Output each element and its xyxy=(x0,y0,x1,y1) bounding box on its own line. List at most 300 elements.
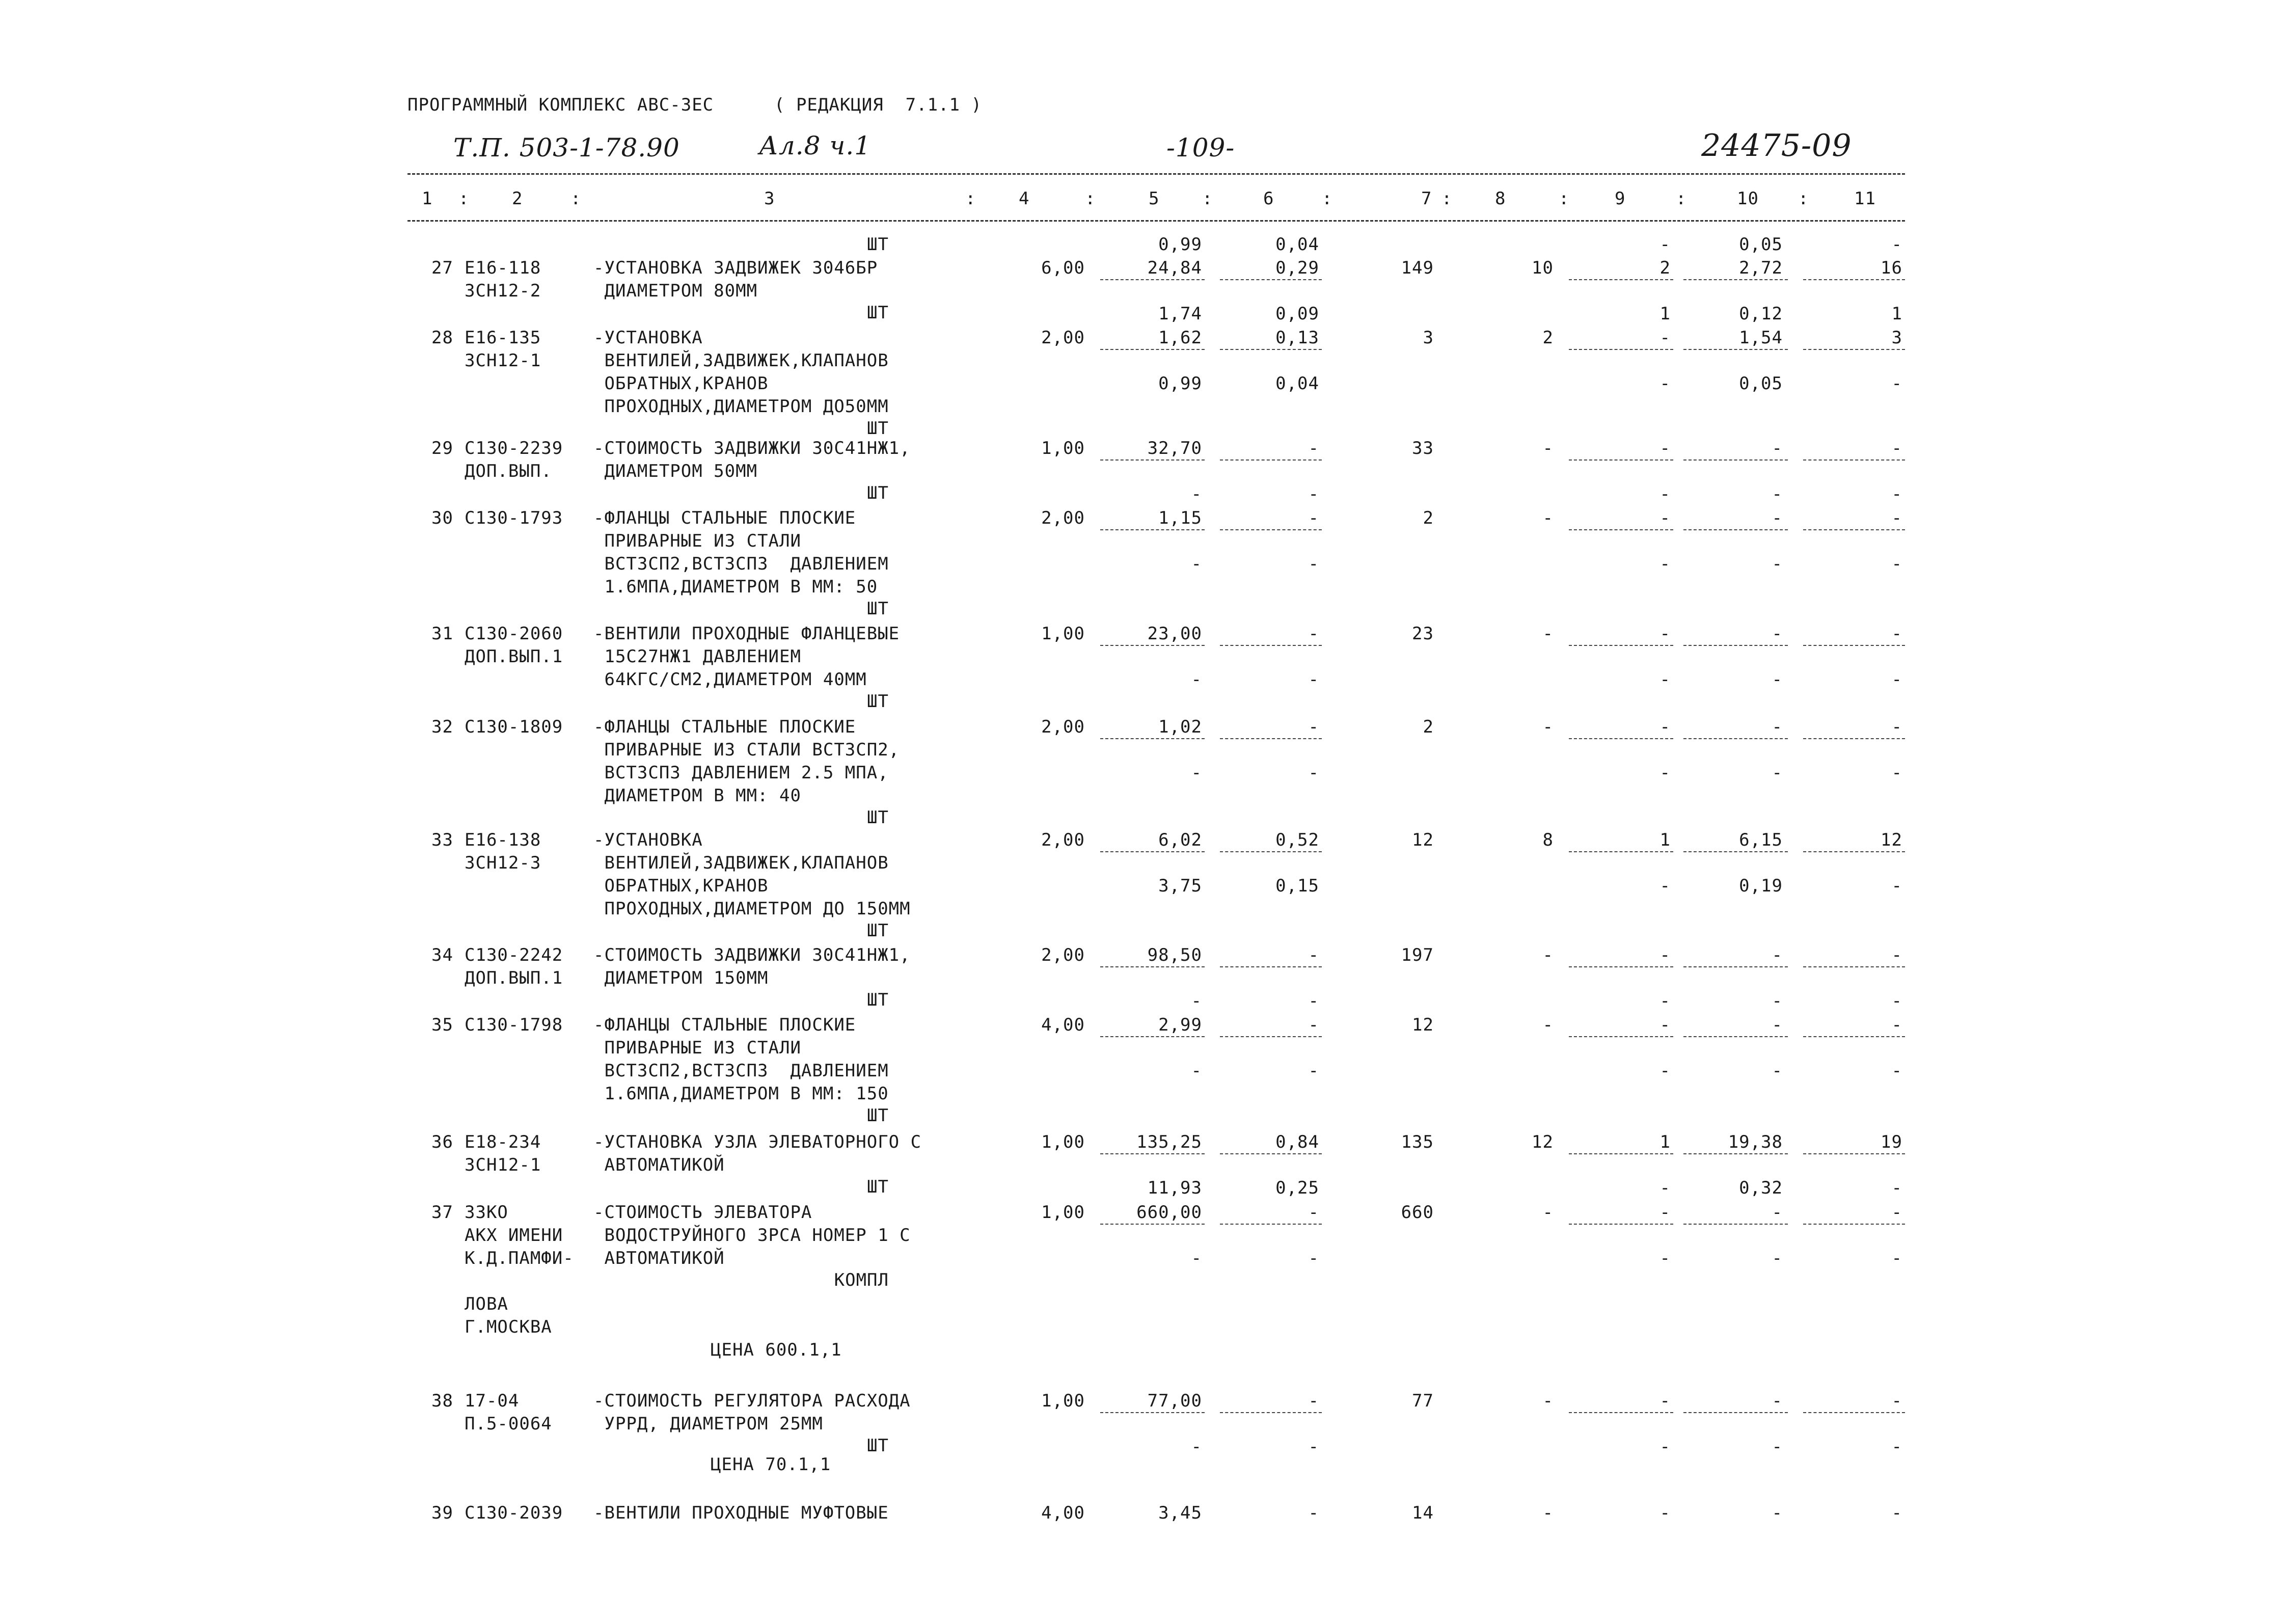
cell-c10-materials: - xyxy=(1772,554,1783,574)
cell-c10: 6,15 xyxy=(1739,830,1783,850)
work-description: -УСТАНОВКА xyxy=(593,328,703,348)
cell-c11: - xyxy=(1891,717,1902,737)
cell-c11-materials: 1 xyxy=(1891,304,1902,324)
cell-c6-materials: 0,09 xyxy=(1275,304,1319,324)
resource-code: Г.МОСКВА xyxy=(465,1317,552,1337)
row-number: 36 xyxy=(431,1132,453,1152)
cell-c11-materials: - xyxy=(1891,876,1902,896)
unit-label: ШТ xyxy=(867,599,889,619)
sub-separator xyxy=(1569,529,1673,530)
cell-c11-materials: - xyxy=(1891,554,1902,574)
cell-c6: 0,52 xyxy=(1275,830,1319,850)
cell-c4: 1,00 xyxy=(1041,624,1085,644)
project-number: Т.П. 503-1-78.90 xyxy=(453,133,680,163)
cell-c9-materials: 1 xyxy=(1659,304,1671,324)
cell-c11-materials: - xyxy=(1891,1437,1902,1457)
cell-c9-materials: - xyxy=(1659,763,1671,783)
unit-label: ШТ xyxy=(867,1436,889,1456)
sub-separator xyxy=(1100,459,1205,461)
row-number: 34 xyxy=(431,945,453,965)
sub-separator xyxy=(1683,645,1788,646)
cell-c9: - xyxy=(1659,945,1671,965)
cell-c8: 8 xyxy=(1542,830,1554,850)
sub-separator xyxy=(1683,459,1788,461)
work-description: ДИАМЕТРОМ В ММ: 40 xyxy=(593,786,801,806)
unit-label: ШТ xyxy=(867,1177,889,1197)
work-description: ПРИВАРНЫЕ ИЗ СТАЛИ ВСТ3СП2, xyxy=(593,740,900,760)
cell-c6-materials: 0,25 xyxy=(1275,1178,1319,1198)
cell-c4: 6,00 xyxy=(1041,258,1085,278)
cell-c4: 1,00 xyxy=(1041,438,1085,458)
unit-label: ШТ xyxy=(867,234,889,255)
sub-separator xyxy=(1100,529,1205,530)
cell-c10: 19,38 xyxy=(1728,1132,1783,1152)
sub-separator xyxy=(1100,349,1205,350)
cell-c10: - xyxy=(1772,624,1783,644)
cell-c10: - xyxy=(1772,438,1783,458)
sub-separator xyxy=(1100,645,1205,646)
sub-separator xyxy=(1683,1153,1788,1154)
work-description: ПРИВАРНЫЕ ИЗ СТАЛИ xyxy=(593,1038,801,1058)
sub-separator xyxy=(1100,851,1205,852)
sub-separator xyxy=(1683,851,1788,852)
cell-c9-materials: - xyxy=(1659,1437,1671,1457)
cell-c10-materials: - xyxy=(1772,1437,1783,1457)
work-description: -ФЛАНЦЫ СТАЛЬНЫЕ ПЛОСКИЕ xyxy=(593,1015,856,1035)
cell-c7: 77 xyxy=(1412,1391,1434,1411)
unit-label: ШТ xyxy=(867,990,889,1010)
cell-c5-materials: 0,99 xyxy=(1158,234,1202,255)
sub-separator xyxy=(1683,349,1788,350)
cell-c5-materials: - xyxy=(1191,991,1202,1011)
cell-c9: 1 xyxy=(1659,830,1671,850)
work-description: -ВЕНТИЛИ ПРОХОДНЫЕ ФЛАНЦЕВЫЕ xyxy=(593,624,900,644)
resource-code: ДОП.ВЫП.1 xyxy=(465,968,563,988)
cell-c6-materials: - xyxy=(1308,763,1319,783)
resource-code: Е18-234 xyxy=(465,1132,541,1152)
cell-c11: - xyxy=(1891,1202,1902,1223)
cell-c7: 14 xyxy=(1412,1503,1434,1523)
unit-label: ШТ xyxy=(867,807,889,828)
cell-c6: - xyxy=(1308,508,1319,528)
work-description: ОБРАТНЫХ,КРАНОВ xyxy=(593,876,769,896)
work-description: ПРОХОДНЫХ,ДИАМЕТРОМ ДО50ММ xyxy=(593,396,889,417)
cell-c5: 1,02 xyxy=(1158,717,1202,737)
cell-c4: 2,00 xyxy=(1041,717,1085,737)
row-number: 29 xyxy=(431,438,453,458)
row-number: 37 xyxy=(431,1202,453,1223)
cell-c10-materials: 0,12 xyxy=(1739,304,1783,324)
cell-c5: 6,02 xyxy=(1158,830,1202,850)
row-number: 39 xyxy=(431,1503,453,1523)
header-separator-top xyxy=(407,173,1905,175)
cell-c6: 0,29 xyxy=(1275,258,1319,278)
cell-c7: 149 xyxy=(1401,258,1434,278)
column-header-15: 8 xyxy=(1495,188,1506,209)
cell-c9: - xyxy=(1659,717,1671,737)
sub-separator xyxy=(1683,1412,1788,1413)
cell-c8: - xyxy=(1542,1015,1554,1035)
cell-c8: 2 xyxy=(1542,328,1554,348)
sub-separator xyxy=(1803,279,1905,280)
resource-code: АКХ ИМЕНИ xyxy=(465,1225,563,1246)
cell-c10-materials: - xyxy=(1772,1061,1783,1081)
cell-c9: 1 xyxy=(1659,1132,1671,1152)
cell-c8: - xyxy=(1542,508,1554,528)
sub-separator xyxy=(1803,1036,1905,1037)
cell-c9: - xyxy=(1659,508,1671,528)
cell-c9: - xyxy=(1659,438,1671,458)
sub-separator xyxy=(1220,1153,1322,1154)
sub-separator xyxy=(1569,459,1673,461)
sub-separator xyxy=(1220,1412,1322,1413)
cell-c8: - xyxy=(1542,945,1554,965)
work-description: -ФЛАНЦЫ СТАЛЬНЫЕ ПЛОСКИЕ xyxy=(593,508,856,528)
cell-c6: 0,84 xyxy=(1275,1132,1319,1152)
resource-code: ЗСН12-1 xyxy=(465,350,541,371)
cell-c9: 2 xyxy=(1659,258,1671,278)
work-description: ВСТ3СП2,ВСТ3СП3 ДАВЛЕНИЕМ xyxy=(593,1061,889,1081)
work-description: -СТОИМОСТЬ ЭЛЕВАТОРА xyxy=(593,1202,812,1223)
cell-c6: - xyxy=(1308,717,1319,737)
unit-label: ШТ xyxy=(867,1105,889,1126)
cell-c11: - xyxy=(1891,438,1902,458)
sub-separator xyxy=(1803,1412,1905,1413)
cell-c7: 660 xyxy=(1401,1202,1434,1223)
row-number: 32 xyxy=(431,717,453,737)
cell-c6-materials: - xyxy=(1308,991,1319,1011)
cell-c6: 0,13 xyxy=(1275,328,1319,348)
price-reference: ЦЕНА 600.1,1 xyxy=(711,1340,842,1360)
resource-code: С130-2039 xyxy=(465,1503,563,1523)
cell-c4: 4,00 xyxy=(1041,1015,1085,1035)
work-description: 1.6МПА,ДИАМЕТРОМ В ММ: 50 xyxy=(593,577,878,597)
resource-code: Е16-138 xyxy=(465,830,541,850)
work-description: -СТОИМОСТЬ РЕГУЛЯТОРА РАСХОДА xyxy=(593,1391,911,1411)
sub-separator xyxy=(1220,529,1322,530)
sub-separator xyxy=(1569,1036,1673,1037)
cell-c11: - xyxy=(1891,1391,1902,1411)
sub-separator xyxy=(1569,279,1673,280)
cell-c9: - xyxy=(1659,1015,1671,1035)
cell-c7: 12 xyxy=(1412,1015,1434,1035)
album-label: Ал.8 ч.1 xyxy=(759,131,872,160)
unit-label: ШТ xyxy=(867,418,889,439)
column-header-18: : xyxy=(1676,188,1687,209)
cell-c5-materials: 1,74 xyxy=(1158,304,1202,324)
cell-c11: 16 xyxy=(1881,258,1902,278)
document-number: 24475-09 xyxy=(1701,128,1852,164)
work-description: ВЕНТИЛЕЙ,ЗАДВИЖЕК,КЛАПАНОВ xyxy=(593,853,889,873)
cell-c5: 1,62 xyxy=(1158,328,1202,348)
cell-c8: - xyxy=(1542,1503,1554,1523)
cell-c7: 33 xyxy=(1412,438,1434,458)
resource-code: ЗСН12-1 xyxy=(465,1155,541,1175)
cell-c11: 19 xyxy=(1881,1132,1902,1152)
work-description: ПРИВАРНЫЕ ИЗ СТАЛИ xyxy=(593,531,801,551)
cell-c10: - xyxy=(1772,717,1783,737)
column-header-1: 1 xyxy=(422,188,433,209)
sub-separator xyxy=(1220,1036,1322,1037)
work-description: ВСТ3СП3 ДАВЛЕНИЕМ 2.5 МПА, xyxy=(593,763,889,783)
sub-separator xyxy=(1683,738,1788,739)
cell-c6-materials: - xyxy=(1308,1248,1319,1268)
cell-c4: 4,00 xyxy=(1041,1503,1085,1523)
cell-c7: 3 xyxy=(1423,328,1434,348)
resource-code: С130-1798 xyxy=(465,1015,563,1035)
cell-c6-materials: - xyxy=(1308,554,1319,574)
sub-separator xyxy=(1803,529,1905,530)
column-header-14: : xyxy=(1441,188,1453,209)
sub-separator xyxy=(1803,1224,1905,1225)
work-description: -УСТАНОВКА xyxy=(593,830,703,850)
header-separator-bottom xyxy=(407,220,1905,222)
sub-separator xyxy=(1803,1153,1905,1154)
sub-separator xyxy=(1803,966,1905,967)
work-description: ВЕНТИЛЕЙ,ЗАДВИЖЕК,КЛАПАНОВ xyxy=(593,350,889,371)
sub-separator xyxy=(1683,1224,1788,1225)
unit-label: ШТ xyxy=(867,691,889,712)
work-description: АВТОМАТИКОЙ xyxy=(593,1155,725,1175)
sub-separator xyxy=(1803,738,1905,739)
edition-label: ( РЕДАКЦИЯ 7.1.1 ) xyxy=(774,95,982,115)
resource-code: 17-04 xyxy=(465,1391,520,1411)
resource-code: С130-1809 xyxy=(465,717,563,737)
sub-separator xyxy=(1803,349,1905,350)
cell-c11-materials: - xyxy=(1891,763,1902,783)
cell-c10-materials: 0,05 xyxy=(1739,234,1783,255)
cell-c11: - xyxy=(1891,624,1902,644)
cell-c10-materials: 0,32 xyxy=(1739,1178,1783,1198)
resource-code: С130-2239 xyxy=(465,438,563,458)
sub-separator xyxy=(1220,349,1322,350)
cell-c7: 2 xyxy=(1423,508,1434,528)
cell-c11-materials: - xyxy=(1891,484,1902,504)
cell-c5: 3,45 xyxy=(1158,1503,1202,1523)
cell-c11-materials: - xyxy=(1891,1178,1902,1198)
sub-separator xyxy=(1569,349,1673,350)
work-description: -СТОИМОСТЬ ЗАДВИЖКИ 30С41НЖ1, xyxy=(593,945,911,965)
cell-c10-materials: - xyxy=(1772,991,1783,1011)
work-description: -ФЛАНЦЫ СТАЛЬНЫЕ ПЛОСКИЕ xyxy=(593,717,856,737)
sub-separator xyxy=(1569,1153,1673,1154)
cell-c9: - xyxy=(1659,624,1671,644)
work-description: АВТОМАТИКОЙ xyxy=(593,1248,725,1268)
cell-c5: 24,84 xyxy=(1147,258,1202,278)
row-number: 33 xyxy=(431,830,453,850)
resource-code: С130-1793 xyxy=(465,508,563,528)
work-description: -ВЕНТИЛИ ПРОХОДНЫЕ МУФТОВЫЕ xyxy=(593,1503,889,1523)
sub-separator xyxy=(1683,529,1788,530)
resource-code: С130-2242 xyxy=(465,945,563,965)
column-header-17: 9 xyxy=(1615,188,1626,209)
cell-c8: - xyxy=(1542,717,1554,737)
cell-c11-materials: - xyxy=(1891,234,1902,255)
sub-separator xyxy=(1569,738,1673,739)
cell-c4: 2,00 xyxy=(1041,830,1085,850)
row-number: 35 xyxy=(431,1015,453,1035)
cell-c6-materials: 0,15 xyxy=(1275,876,1319,896)
cell-c8: - xyxy=(1542,1202,1554,1223)
cell-c6: - xyxy=(1308,438,1319,458)
cell-c4: 1,00 xyxy=(1041,1202,1085,1223)
cell-c10-materials: - xyxy=(1772,1248,1783,1268)
column-header-5: 3 xyxy=(764,188,775,209)
cell-c4: 1,00 xyxy=(1041,1132,1085,1152)
work-description: 64КГС/СМ2,ДИАМЕТРОМ 40ММ xyxy=(593,669,867,690)
cell-c10: - xyxy=(1772,508,1783,528)
cell-c10: - xyxy=(1772,1015,1783,1035)
cell-c6-materials: - xyxy=(1308,484,1319,504)
cell-c10-materials: - xyxy=(1772,669,1783,690)
cell-c8: - xyxy=(1542,624,1554,644)
cell-c6-materials: 0,04 xyxy=(1275,373,1319,394)
cell-c11-materials: - xyxy=(1891,373,1902,394)
sub-separator xyxy=(1100,1036,1205,1037)
sub-separator xyxy=(1803,851,1905,852)
program-title: ПРОГРАММНЫЙ КОМПЛЕКС АВС-ЗЕС xyxy=(407,95,714,115)
row-number: 38 xyxy=(431,1391,453,1411)
cell-c5: 1,15 xyxy=(1158,508,1202,528)
work-description: ВСТ3СП2,ВСТ3СП3 ДАВЛЕНИЕМ xyxy=(593,554,889,574)
cell-c8: - xyxy=(1542,438,1554,458)
cell-c11: 12 xyxy=(1881,830,1902,850)
cell-c10-materials: 0,05 xyxy=(1739,373,1783,394)
sub-separator xyxy=(1220,1224,1322,1225)
sub-separator xyxy=(1683,279,1788,280)
row-number: 28 xyxy=(431,328,453,348)
cell-c10: 1,54 xyxy=(1739,328,1783,348)
column-header-16: : xyxy=(1559,188,1570,209)
cell-c5: 98,50 xyxy=(1147,945,1202,965)
column-header-10: : xyxy=(1202,188,1213,209)
work-description: -УСТАНОВКА ЗАДВИЖЕК 3046БР xyxy=(593,258,878,278)
cell-c9-materials: - xyxy=(1659,1061,1671,1081)
column-header-9: 5 xyxy=(1149,188,1160,209)
cell-c7: 23 xyxy=(1412,624,1434,644)
cell-c6-materials: - xyxy=(1308,669,1319,690)
cell-c9-materials: - xyxy=(1659,373,1671,394)
cell-c9-materials: - xyxy=(1659,1248,1671,1268)
sub-separator xyxy=(1683,1036,1788,1037)
work-description: УРРД, ДИАМЕТРОМ 25ММ xyxy=(593,1414,823,1434)
column-header-12: : xyxy=(1322,188,1333,209)
sub-separator xyxy=(1569,1224,1673,1225)
cell-c5-materials: 0,99 xyxy=(1158,373,1202,394)
sub-separator xyxy=(1803,645,1905,646)
row-number: 30 xyxy=(431,508,453,528)
cell-c9: - xyxy=(1659,1503,1671,1523)
resource-code: К.Д.ПАМФИ- xyxy=(465,1248,574,1268)
price-reference: ЦЕНА 70.1,1 xyxy=(711,1454,831,1475)
row-number: 27 xyxy=(431,258,453,278)
cell-c5-materials: - xyxy=(1191,1437,1202,1457)
sub-separator xyxy=(1220,645,1322,646)
resource-code: ЗСН12-3 xyxy=(465,853,541,873)
cell-c9-materials: - xyxy=(1659,1178,1671,1198)
work-description: -СТОИМОСТЬ ЗАДВИЖКИ 30С41НЖ1, xyxy=(593,438,911,458)
sub-separator xyxy=(1569,851,1673,852)
cell-c7: 12 xyxy=(1412,830,1434,850)
cell-c7: 2 xyxy=(1423,717,1434,737)
cell-c9-materials: - xyxy=(1659,484,1671,504)
work-description: 1.6МПА,ДИАМЕТРОМ В ММ: 150 xyxy=(593,1084,889,1104)
cell-c9: - xyxy=(1659,328,1671,348)
cell-c8: 10 xyxy=(1532,258,1554,278)
cell-c5: 23,00 xyxy=(1147,624,1202,644)
sub-separator xyxy=(1569,966,1673,967)
column-header-11: 6 xyxy=(1263,188,1274,209)
unit-label: ШТ xyxy=(867,303,889,323)
cell-c8: 12 xyxy=(1532,1132,1554,1152)
sub-separator xyxy=(1569,1412,1673,1413)
cell-c4: 2,00 xyxy=(1041,945,1085,965)
sub-separator xyxy=(1803,459,1905,461)
sub-separator xyxy=(1100,966,1205,967)
resource-code: ЗСН12-2 xyxy=(465,281,541,301)
cell-c9-materials: - xyxy=(1659,876,1671,896)
sub-separator xyxy=(1100,1412,1205,1413)
cell-c10: - xyxy=(1772,1202,1783,1223)
column-header-13: 7 xyxy=(1421,188,1432,209)
unit-label: КОМПЛ xyxy=(834,1270,889,1290)
cell-c11: - xyxy=(1891,945,1902,965)
cell-c9: - xyxy=(1659,1202,1671,1223)
cell-c4: 2,00 xyxy=(1041,328,1085,348)
cell-c11: 3 xyxy=(1891,328,1902,348)
cell-c11-materials: - xyxy=(1891,991,1902,1011)
sub-separator xyxy=(1220,459,1322,461)
sub-separator xyxy=(1220,279,1322,280)
column-header-4: : xyxy=(570,188,582,209)
column-header-19: 10 xyxy=(1737,188,1759,209)
sub-separator xyxy=(1100,279,1205,280)
cell-c11-materials: - xyxy=(1891,1248,1902,1268)
cell-c5: 32,70 xyxy=(1147,438,1202,458)
page-number: -109- xyxy=(1166,133,1235,163)
cell-c5: 660,00 xyxy=(1136,1202,1202,1223)
resource-code: ДОП.ВЫП.1 xyxy=(465,646,563,667)
cell-c5: 2,99 xyxy=(1158,1015,1202,1035)
unit-label: ШТ xyxy=(867,921,889,941)
cell-c6-materials: 0,04 xyxy=(1275,234,1319,255)
cell-c6-materials: - xyxy=(1308,1437,1319,1457)
work-description: ДИАМЕТРОМ 150ММ xyxy=(593,968,769,988)
cell-c11: - xyxy=(1891,1015,1902,1035)
work-description: ОБРАТНЫХ,КРАНОВ xyxy=(593,373,769,394)
cell-c6: - xyxy=(1308,1503,1319,1523)
column-header-6: : xyxy=(965,188,976,209)
cell-c5-materials: - xyxy=(1191,763,1202,783)
cell-c5-materials: - xyxy=(1191,554,1202,574)
cell-c6: - xyxy=(1308,945,1319,965)
cell-c10: - xyxy=(1772,1503,1783,1523)
cell-c6: - xyxy=(1308,1202,1319,1223)
column-header-3: 2 xyxy=(512,188,523,209)
cell-c8: - xyxy=(1542,1391,1554,1411)
cell-c10: - xyxy=(1772,1391,1783,1411)
cell-c11-materials: - xyxy=(1891,669,1902,690)
cell-c9-materials: - xyxy=(1659,234,1671,255)
cell-c4: 1,00 xyxy=(1041,1391,1085,1411)
cell-c9-materials: - xyxy=(1659,669,1671,690)
cell-c5-materials: 11,93 xyxy=(1147,1178,1202,1198)
resource-code: ДОП.ВЫП. xyxy=(465,461,552,481)
cell-c9-materials: - xyxy=(1659,991,1671,1011)
cell-c10-materials: - xyxy=(1772,763,1783,783)
work-description: ДИАМЕТРОМ 80ММ xyxy=(593,281,758,301)
sub-separator xyxy=(1220,851,1322,852)
